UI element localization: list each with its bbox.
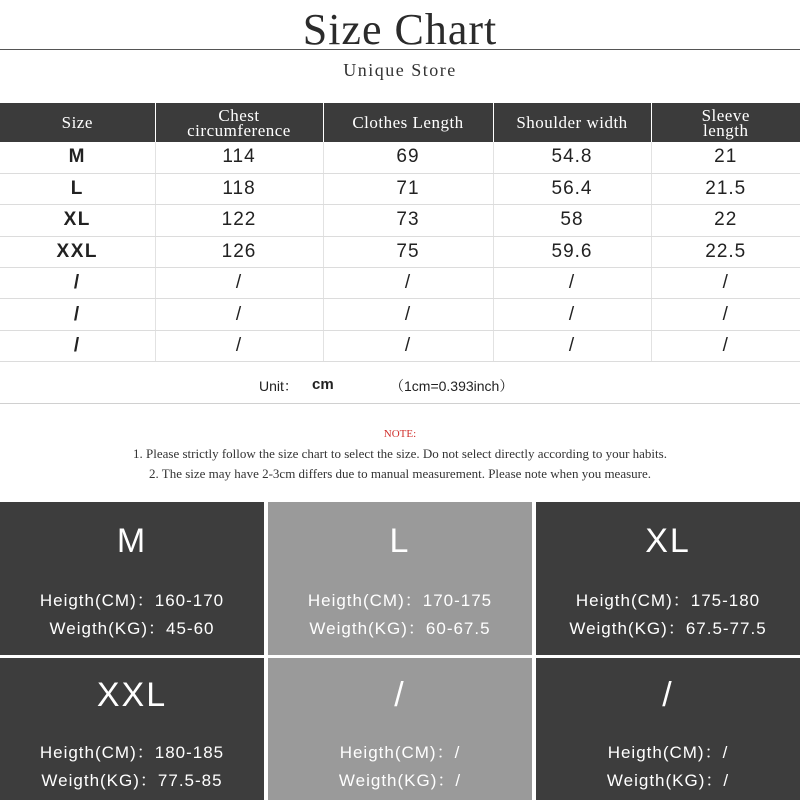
cell-size: XL xyxy=(0,205,155,236)
cell-length: / xyxy=(323,299,493,330)
store-name: Unique Store xyxy=(343,60,457,80)
cell-chest: / xyxy=(155,268,323,299)
cell-sleeve: / xyxy=(651,330,800,361)
card-weight: Weigth(KG)：/ xyxy=(338,771,462,790)
size-table xyxy=(0,103,800,362)
note-line: 1. Please strictly follow the size chart to select the size. Do not select directly according to your habits. xyxy=(133,446,667,461)
cell-chest: 114 xyxy=(155,142,323,173)
card-height: Heigth(CM)：/ xyxy=(339,743,461,762)
unit-value: cm xyxy=(312,376,334,393)
cell-size: L xyxy=(0,173,155,204)
cell-shoulder: / xyxy=(493,299,651,330)
table-row xyxy=(0,142,800,173)
cell-length: / xyxy=(323,330,493,361)
cell-sleeve: 21 xyxy=(651,142,800,173)
cell-length: 69 xyxy=(323,142,493,173)
cell-chest: 122 xyxy=(155,205,323,236)
card-height: Heigth(CM)：160-170 xyxy=(39,591,225,610)
unit-label: Unit： xyxy=(259,378,298,394)
size-card-xxl xyxy=(0,658,264,800)
card-weight: Weigth(KG)：77.5-85 xyxy=(41,771,223,790)
size-card-l xyxy=(268,502,532,655)
table-row xyxy=(0,205,800,236)
cell-sleeve: 22 xyxy=(651,205,800,236)
table-row xyxy=(0,236,800,267)
card-height: Heigth(CM)：175-180 xyxy=(575,591,761,610)
note-title: NOTE: xyxy=(383,428,417,440)
cell-length: 71 xyxy=(323,173,493,204)
cell-sleeve: 22.5 xyxy=(651,236,800,267)
size-card-blank xyxy=(536,658,800,800)
cell-chest: / xyxy=(155,330,323,361)
header-size: Size xyxy=(0,103,155,142)
table-header-row xyxy=(0,103,800,142)
cell-length: 73 xyxy=(323,205,493,236)
cell-chest: / xyxy=(155,299,323,330)
cell-sleeve: / xyxy=(651,268,800,299)
table-row xyxy=(0,268,800,299)
card-weight: Weigth(KG)：67.5-77.5 xyxy=(569,619,767,638)
header-sleeve-length: Sleeve length xyxy=(651,103,800,142)
size-card-m xyxy=(0,502,264,655)
size-card-blank xyxy=(268,658,532,800)
card-size: L xyxy=(389,522,411,560)
card-weight: Weigth(KG)：45-60 xyxy=(49,619,215,638)
cell-shoulder: / xyxy=(493,268,651,299)
cell-size: XXL xyxy=(0,236,155,267)
card-weight: Weigth(KG)：60-67.5 xyxy=(309,619,491,638)
cell-shoulder: 59.6 xyxy=(493,236,651,267)
card-weight: Weigth(KG)：/ xyxy=(606,771,730,790)
card-size: / xyxy=(662,676,674,714)
cell-chest: 126 xyxy=(155,236,323,267)
unit-conversion: （1cm=0.393inch） xyxy=(390,378,514,394)
cell-chest: 118 xyxy=(155,173,323,204)
cell-size: / xyxy=(0,299,155,330)
cell-length: / xyxy=(323,268,493,299)
size-card-xl xyxy=(536,502,800,655)
table-row xyxy=(0,173,800,204)
card-height: Heigth(CM)：/ xyxy=(607,743,729,762)
divider xyxy=(0,403,800,404)
card-size: M xyxy=(116,522,148,560)
card-size: XXL xyxy=(96,676,168,714)
cell-shoulder: / xyxy=(493,330,651,361)
cell-shoulder: 58 xyxy=(493,205,651,236)
note-line: 2. The size may have 2-3cm differs due to manual measurement. Please note when you measure. xyxy=(148,466,652,481)
cell-size: M xyxy=(0,142,155,173)
header-shoulder-width: Shoulder width xyxy=(493,103,651,142)
card-height: Heigth(CM)：170-175 xyxy=(307,591,493,610)
card-size: XL xyxy=(645,522,691,560)
table-row xyxy=(0,299,800,330)
cell-sleeve: / xyxy=(651,299,800,330)
table-row xyxy=(0,330,800,361)
card-height: Heigth(CM)：180-185 xyxy=(39,743,225,762)
cell-size: / xyxy=(0,330,155,361)
page-title: Size Chart xyxy=(302,5,498,54)
card-size: / xyxy=(394,676,406,714)
cell-sleeve: 21.5 xyxy=(651,173,800,204)
cell-shoulder: 56.4 xyxy=(493,173,651,204)
cell-size: / xyxy=(0,268,155,299)
header-chest: Chest circumference xyxy=(155,103,323,142)
cell-shoulder: 54.8 xyxy=(493,142,651,173)
header-clothes-length: Clothes Length xyxy=(323,103,493,142)
cell-length: 75 xyxy=(323,236,493,267)
